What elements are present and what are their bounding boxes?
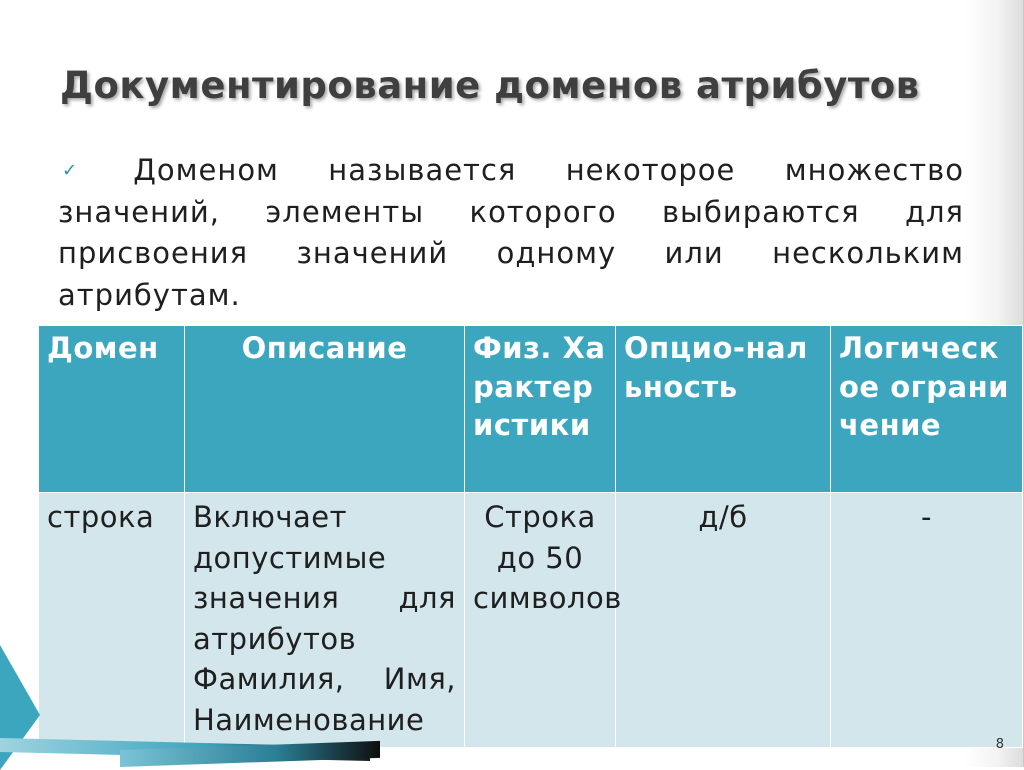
cell-physical-characteristics: Строка до 50 символов xyxy=(465,493,616,748)
bullet-text: Доменом называется некоторое множество значений, элементы которого выбираются для присвоения значений одному или нескольким атрибутам. xyxy=(58,153,964,312)
header-optionality: Опцио-нальность xyxy=(616,326,831,493)
cell-logical-constraint: - xyxy=(831,493,1023,748)
header-logical-constraint: Логическое ограничение xyxy=(831,326,1023,493)
table-row xyxy=(39,493,1023,748)
cell-optionality: д/б xyxy=(616,493,831,748)
cell-description: Включает допустимые значения для атрибутов Фамилия, Имя, Наименование xyxy=(185,493,465,748)
domains-table xyxy=(38,325,1023,748)
page-number: 8 xyxy=(995,737,1004,752)
header-physical-characteristics: Физ. Характеристики xyxy=(465,326,616,493)
bullet-paragraph xyxy=(58,150,964,316)
table-header-row xyxy=(39,326,1023,493)
cell-domain: строка xyxy=(39,493,185,748)
header-description: Описание xyxy=(185,326,465,493)
checkmark-icon: ✓ xyxy=(62,160,118,181)
slide-title: Документирование доменов атрибутов xyxy=(60,64,920,107)
header-domain: Домен xyxy=(39,326,185,493)
